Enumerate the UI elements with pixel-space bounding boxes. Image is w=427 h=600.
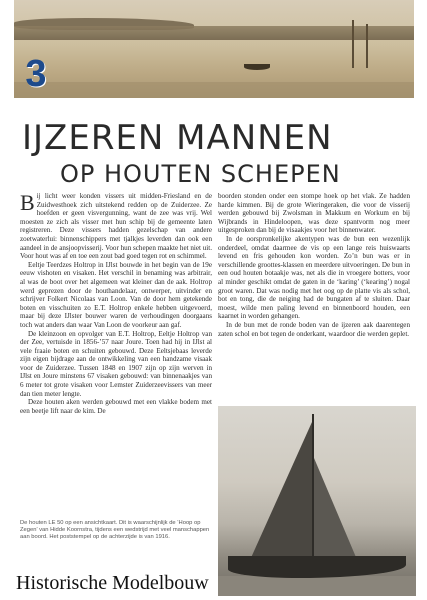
- headline-line-1: IJZEREN MANNEN: [22, 118, 333, 158]
- magazine-footer: Historische Modelbouw: [16, 572, 209, 594]
- photo-shore: [14, 26, 414, 40]
- paragraph: Deze houten aken werden gebouwd met een vlakke bodem met een beetje lift naar de kim. De: [20, 398, 212, 415]
- photo-boat: [244, 64, 270, 70]
- article-column-left: [20, 192, 212, 522]
- photo-sail: [314, 458, 358, 562]
- paragraph: De kleinzoon en opvolger van E.T. Holtrop, Eeltje Holtrop van der Zee, vertuisde in 1856-’57 naar Joure. Toen had hij in IJlst al vele fraaie boten en schuiten gebouwd. Deze Eeltsjebaas leverde zijn eigen bijdrage aan de ontwikkeling van een handzame visaak voor de Zuiderzee. Tussen 1848 en 1907 zijn op zijn werven in IJlst en Joure minstens 67 visaken gebouwd: van binnenaakjes van 6 meter tot grote visaken voor Lemster Zuiderzeevissers van meer dan tien meter lengte.: [20, 329, 212, 398]
- header-photo: [14, 0, 414, 98]
- photo-mast: [312, 414, 314, 564]
- paragraph: Eeltje Teerdzes Holtrop in IJlst bouwde in het begin van de 19e eeuw vishoten en visaken. Het verschil in benaming was arbitrair, al was de boot over het algemeen wat kleiner dan de aak. Holtrop werd geprezen door de houthandelaar, ontwerper, uitvinder en schrijver Folkert Nicolaas van Loon. Van de door hem getekende boten en visschuiten zo E.T. Holtrop enkele hebben uitgevoerd, maar bij deze IJlster bouwer waren de verhoudingen doorgaans toch wat anders dan waar Van Loon de voorkeur aan gaf.: [20, 260, 212, 329]
- sailing-boat-photo: [218, 406, 416, 596]
- paragraph: boorden stonden onder een stompe hoek op het vlak. Ze hadden harde kimmen. Bij de grote Wieringeraken, die voor de visserij werden gebouwd bij Zwolsman in Makkum en Workum en bij Wijbrands in Hindeloopen, was deze spantvorm nog meer uitgesproken dan bij de visaakjes voor het binnenwater.: [218, 192, 410, 235]
- photo-mast: [352, 20, 354, 68]
- photo-water: [14, 82, 414, 98]
- paragraph: Bij licht weer konden vissers uit midden-Friesland en de Zuidwesthoek zich uitstekend redden op de Zuiderzee. Ze hoefden er geen visvergunning, want de zee was vrij. Wel moesten ze zich als visser met hun schip bij de gemeente laten registreren. Deze vissers hadden gezelschap van andere zoetwaterlui: binnenschippers met tjalkjes leverden dan ook een aandeel in de ansjoopvisserij. Voor hun schepen maakte het niet uit. Voor hout was af en toe een zout bad goed tegen rot en schimmel.: [20, 190, 213, 261]
- paragraph: In de bun met de ronde boden van de ijzeren aak daarentegen zaten schol en bot tegen de onderkant, waardoor die werden geplet.: [218, 320, 410, 338]
- photo-sail: [250, 422, 312, 560]
- chapter-number: 3: [25, 53, 47, 95]
- photo-mast: [366, 24, 368, 68]
- photo-caption: De houten LE 50 op een ansichtkaart. Dit is waarschijnlijk de ‘Hoop op Zegen’ van Hidde Koornstra, tijdens een wedstrijd met veel manschappen aan boord. Het poststempel op de achterzijde is van 1916.: [20, 520, 210, 540]
- article-column-right: [218, 192, 410, 398]
- drop-cap: B: [20, 190, 35, 215]
- headline-line-2: OP HOUTEN SCHEPEN: [60, 160, 341, 188]
- paragraph: In de oorspronkelijke akentypen was de bun een wezenlijk onderdeel, omdat daarmee de vis op een lange reis huiswaarts levend en fris gehouden kon worden. Zo’n bun was er in verschillende groottes-klassen en meerdere uitvoeringen. De bun in een oud houten botaakje was, net als die in vroegere botters, voor al minder geschikt omdat de gaten in de ‘karing’ (‘kearing’) nogal groot waren. Dat was nodig met het oog op de platte vis als schol, bot en tong, die de neiging had de bungaten af te sluiten. Daar moest, wilde men paling levend en binnenboord houden, een kaarnet in worden gehangen.: [218, 234, 410, 321]
